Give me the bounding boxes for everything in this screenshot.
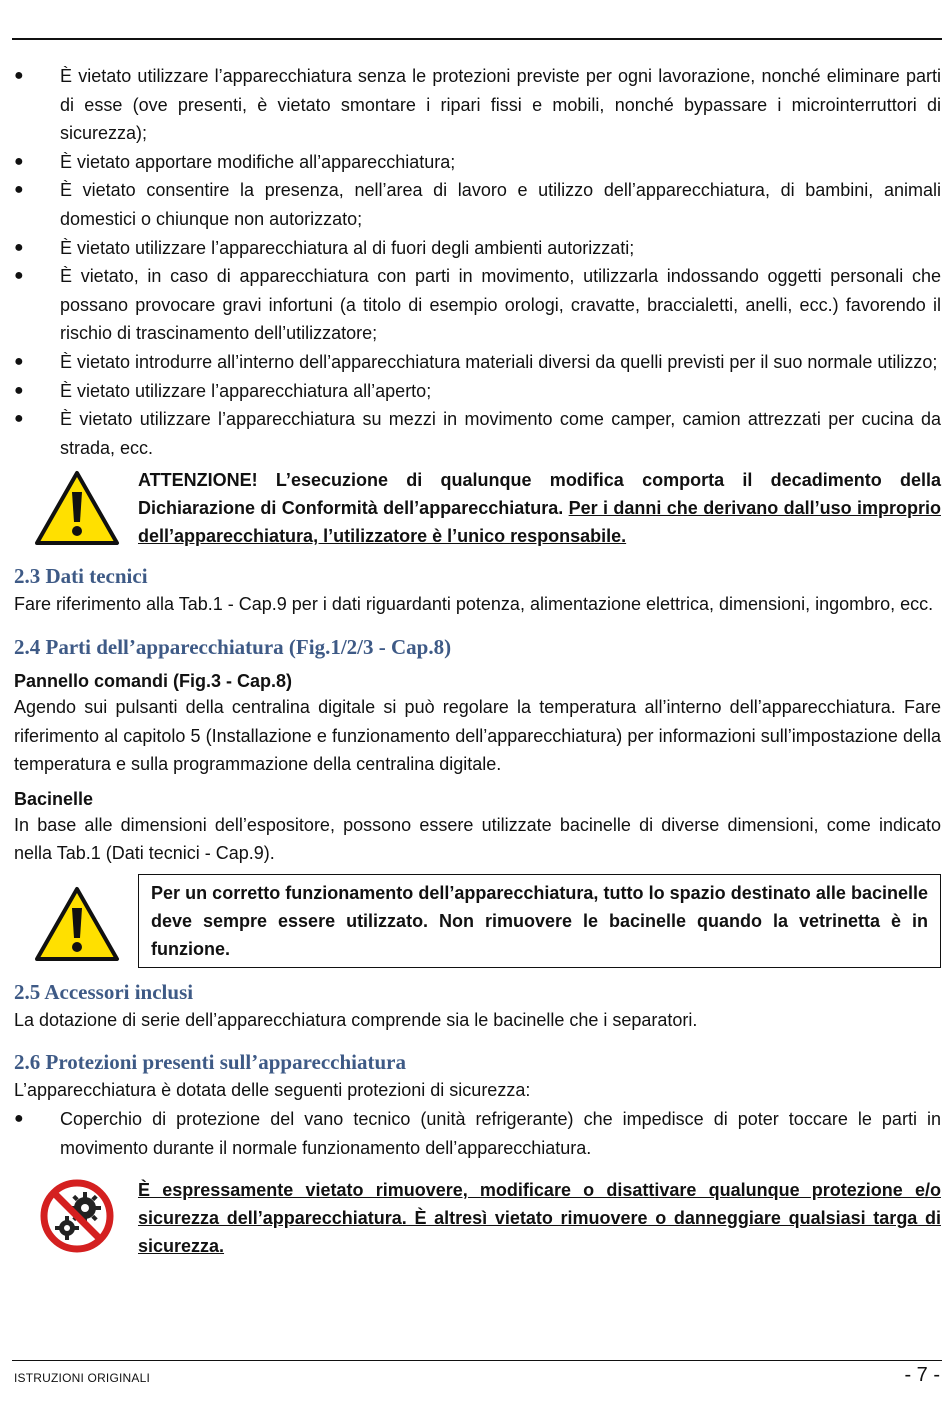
- subsection-title-bacinelle: Bacinelle: [14, 788, 94, 809]
- warning-text: Per un corretto funzionamento dell’apparecchiatura, tutto lo spazio destinato alle bacinelle deve sempre essere utilizzato. Non rimuovere le bacinelle quando la vetrinetta è in funzione.: [151, 882, 928, 959]
- list-item-text: È vietato utilizzare l’apparecchiatura su mezzi in movimento come camper, camion attrezzati per cucina da strada, ecc.: [60, 409, 941, 458]
- subsection-text-pannello: Agendo sui pulsanti della centralina digitale si può regolare la temperatura all’interno dell’apparecchiatura. Fare riferimento al capitolo 5 (Installazione e funzionamento dell’apparecchiatura) per informazioni sull’impostazione della temperatura e sulla programmazione della centralina digitale.: [14, 696, 941, 775]
- warning-block-prohibition: [14, 1176, 941, 1260]
- prohibition-text: È espressamente vietato rimuovere, modificare o disattivare qualunque protezione e/o sicurezza dell’apparecchiatura. È altresì vietato rimuovere o danneggiare qualsiasi targa di sicurezza.: [138, 1180, 941, 1257]
- section-title-protezioni: 2.6 Protezioni presenti sull’apparecchiatura: [14, 1050, 406, 1075]
- footer-rule: [12, 1360, 942, 1361]
- warning-underlined-text: Per i danni che derivano dall’uso improprio dell’apparecchiatura, l’utilizzatore è l’unico responsabile.: [138, 498, 941, 547]
- list-item-text: È vietato utilizzare l’apparecchiatura senza le protezioni previste per ogni lavorazione, nonché eliminare parti di esse (ove presenti, è vietato smontare i ripari fissi e mobili, nonché bypassare i microinterruttori di sicurezza);: [60, 66, 941, 144]
- list-item: ● È vietato introdurre all’interno dell’apparecchiatura materiali diversi da quelli previsti per il suo normale utilizzo;: [14, 351, 938, 372]
- page-content: [14, 62, 941, 1260]
- list-item-text: È vietato introdurre all’interno dell’apparecchiatura materiali diversi da quelli previsti per il suo normale utilizzo;: [60, 351, 938, 372]
- header-rule: [12, 38, 942, 40]
- list-item: ● Coperchio di protezione del vano tecnico (unità refrigerante) che impedisce di poter toccare le parti in movimento durante il normale funzionamento dell’apparecchiatura.: [14, 1109, 941, 1158]
- list-item: ● È vietato utilizzare l’apparecchiatura all’aperto;: [14, 380, 432, 401]
- footer-label: ISTRUZIONI ORIGINALI: [14, 1371, 151, 1385]
- list-item-text: È vietato apportare modifiche all’apparecchiatura;: [60, 151, 456, 172]
- subsection-title-pannello: Pannello comandi (Fig.3 - Cap.8): [14, 670, 293, 691]
- warning-block-bacinelle: [14, 874, 941, 968]
- section-text-protezioni: L’apparecchiatura è dotata delle seguenti protezioni di sicurezza:: [14, 1080, 531, 1101]
- warning-text: ATTENZIONE! L’esecuzione di qualunque modifica comporta il decadimento della Dichiarazione di Conformità dell’apparecchiatura.: [138, 470, 941, 519]
- list-item-text: È vietato, in caso di apparecchiatura con parti in movimento, utilizzarla indossando oggetti personali che possano provocare gravi infortuni (a titolo di esempio orologi, cravatte, braccialetti, anelli, ecc.) favorendo il rischio di trascinamento dell’utilizzatore;: [60, 266, 941, 344]
- no-removal-gears-icon: [14, 1178, 140, 1254]
- protections-list: [14, 1105, 941, 1162]
- list-item: ● È vietato utilizzare l’apparecchiatura senza le protezioni previste per ogni lavorazione, nonché eliminare parti di esse (ove presenti, è vietato smontare i ripari fissi e mobili, nonché bypassare i microinterruttori di sicurezza);: [14, 66, 941, 144]
- list-item-text: È vietato utilizzare l’apparecchiatura all’aperto;: [60, 380, 432, 401]
- section-title-parti: 2.4 Parti dell’apparecchiatura (Fig.1/2/3 - Cap.8): [14, 634, 452, 659]
- warning-triangle-icon: [14, 886, 140, 962]
- list-item-text: È vietato consentire la presenza, nell’area di lavoro e utilizzo dell’apparecchiatura, di bambini, animali domestici o chiunque non autorizzato;: [60, 180, 941, 229]
- subsection-text-bacinelle: In base alle dimensioni dell’espositore, possono essere utilizzate bacinelle di diverse dimensioni, come indicato nella Tab.1 (Dati tecnici - Cap.9).: [14, 814, 941, 864]
- list-item-text: Coperchio di protezione del vano tecnico (unità refrigerante) che impedisce di poter toccare le parti in movimento durante il normale funzionamento dell’apparecchiatura.: [60, 1109, 941, 1158]
- warning-box: [138, 874, 941, 968]
- page-number: - 7 -: [904, 1364, 940, 1386]
- warning-block-attention: [14, 466, 941, 550]
- section-title-accessori: 2.5 Accessori inclusi: [14, 979, 194, 1004]
- list-item: ● È vietato consentire la presenza, nell’area di lavoro e utilizzo dell’apparecchiatura, di bambini, animali domestici o chiunque non autorizzato;: [14, 180, 941, 229]
- list-item: ● È vietato utilizzare l’apparecchiatura su mezzi in movimento come camper, camion attrezzati per cucina da strada, ecc.: [14, 409, 941, 458]
- warning-triangle-icon: [14, 470, 140, 546]
- list-item: ● È vietato, in caso di apparecchiatura con parti in movimento, utilizzarla indossando oggetti personali che possano provocare gravi infortuni (a titolo di esempio orologi, cravatte, braccialetti, anelli, ecc.) favorendo il rischio di trascinamento dell’utilizzatore;: [14, 266, 941, 344]
- section-text-dati-tecnici: Fare riferimento alla Tab.1 - Cap.9 per i dati riguardanti potenza, alimentazione elettrica, dimensioni, ingombro, ecc.: [14, 594, 934, 615]
- section-title-dati-tecnici: 2.3 Dati tecnici: [14, 564, 148, 589]
- list-item-text: È vietato utilizzare l’apparecchiatura al di fuori degli ambienti autorizzati;: [60, 237, 635, 258]
- prohibitions-list: [14, 62, 941, 462]
- list-item: ● È vietato apportare modifiche all’apparecchiatura;: [14, 151, 456, 172]
- section-text-accessori: La dotazione di serie dell’apparecchiatura comprende sia le bacinelle che i separatori.: [14, 1009, 698, 1030]
- list-item: ● È vietato utilizzare l’apparecchiatura al di fuori degli ambienti autorizzati;: [14, 237, 635, 258]
